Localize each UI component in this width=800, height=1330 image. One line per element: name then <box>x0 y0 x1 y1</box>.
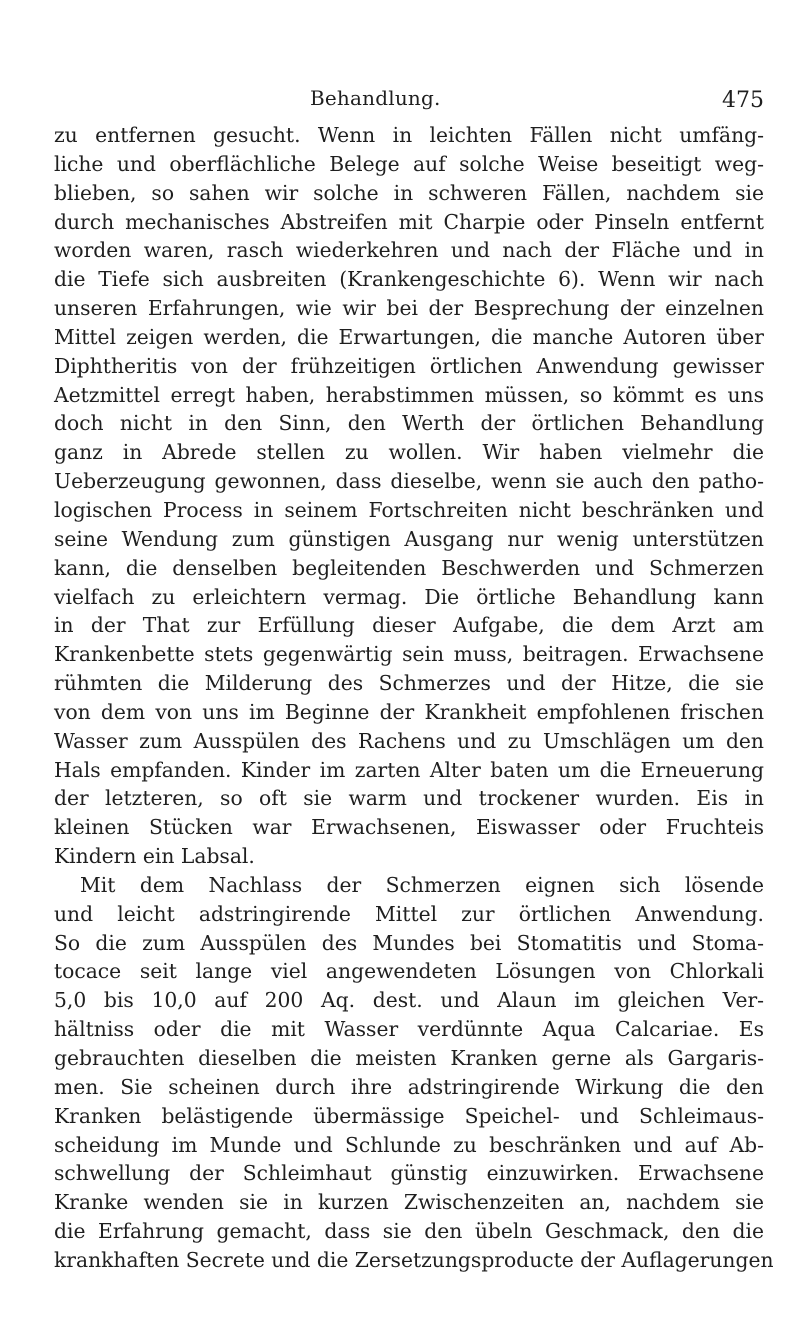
text-line: gebrauchten dieselben die meisten Kranken gerne als Gargaris- <box>54 1046 764 1070</box>
page-header <box>54 86 768 116</box>
text-line: zu entfernen gesucht. Wenn in leichten Fällen nicht umfäng- <box>54 123 764 147</box>
text-line: vielfach zu erleichtern vermag. Die örtliche Behandlung kann <box>54 584 764 609</box>
body-text <box>54 121 774 1275</box>
text-line: und leicht adstringirende Mittel zur örtlichen Anwendung. <box>54 901 764 926</box>
text-line: men. Sie scheinen durch ihre adstringirende Wirkung die den <box>54 1074 764 1099</box>
text-line: So die zum Ausspülen des Mundes bei Stomatitis und Stoma- <box>54 930 764 955</box>
text-line: ganz in Abrede stellen zu wollen. Wir haben vielmehr die <box>54 440 764 465</box>
text-line: doch nicht in den Sinn, den Werth der örtlichen Behandlung <box>54 411 764 436</box>
text-line: in der That zur Erfüllung dieser Aufgabe, die dem Arzt am <box>54 613 764 638</box>
text-line: logischen Process in seinem Fortschreiten nicht beschränken und <box>54 497 764 522</box>
paragraph-start-line: Mit dem Nachlass der Schmerzen eignen sich lösende <box>80 872 764 897</box>
text-line: 5,0 bis 10,0 auf 200 Aq. dest. und Alaun im gleichen Ver- <box>54 988 764 1013</box>
text-line: rühmten die Milderung des Schmerzes und der Hitze, die sie <box>54 671 764 696</box>
text-line: kleinen Stücken war Erwachsenen, Eiswasser oder Fruchteis <box>54 815 764 840</box>
text-line: Ueberzeugung gewonnen, dass dieselbe, wenn sie auch den patho- <box>54 469 764 494</box>
text-line: tocace seit lange viel angewendeten Lösungen von Chlorkali <box>54 959 764 984</box>
text-line: seine Wendung zum günstigen Ausgang nur wenig unterstützen <box>54 526 764 551</box>
text-line: Hals empfanden. Kinder im zarten Alter baten um die Erneuerung <box>54 757 764 782</box>
text-line: blieben, so sahen wir solche in schweren Fällen, nachdem sie <box>54 180 764 205</box>
text-line: Wasser zum Ausspülen des Rachens und zu Umschlägen um den <box>54 728 764 753</box>
text-line: unseren Erfahrungen, wie wir bei der Besprechung der einzelnen <box>54 296 764 321</box>
text-line: Diphtheritis von der frühzeitigen örtlichen Anwendung gewisser <box>54 353 764 378</box>
text-line: Mittel zeigen werden, die Erwartungen, die manche Autoren über <box>54 324 764 349</box>
text-line: scheidung im Munde und Schlunde zu beschränken und auf Ab- <box>54 1132 764 1157</box>
text-line: der letzteren, so oft sie warm und trockener wurden. Eis in <box>54 786 764 811</box>
text-line: die Erfahrung gemacht, dass sie den übeln Geschmack, den die <box>54 1219 764 1244</box>
text-line: von dem von uns im Beginne der Krankheit empfohlenen frischen <box>54 699 764 724</box>
text-line: die Tiefe sich ausbreiten (Krankengeschichte 6). Wenn wir nach <box>54 267 764 292</box>
text-line: hältniss oder die mit Wasser verdünnte Aqua Calcariae. Es <box>54 1017 764 1042</box>
running-head: Behandlung. <box>310 86 441 110</box>
text-line: liche und oberflächliche Belege auf solche Weise beseitigt weg- <box>54 151 764 176</box>
page-number: 475 <box>722 88 764 113</box>
text-line: Kranke wenden sie in kurzen Zwischenzeiten an, nachdem sie <box>54 1190 764 1215</box>
text-line: schwellung der Schleimhaut günstig einzuwirken. Erwachsene <box>54 1161 764 1186</box>
text-line: worden waren, rasch wiederkehren und nach der Fläche und in <box>54 238 764 263</box>
text-line: durch mechanisches Abstreifen mit Charpie oder Pinseln entfernt <box>54 209 764 234</box>
text-line: Aetzmittel erregt haben, herabstimmen müssen, so kömmt es uns <box>54 382 764 407</box>
text-line: kann, die denselben begleitenden Beschwerden und Schmerzen <box>54 555 764 580</box>
paragraph-end-line: Kindern ein Labsal. <box>54 844 255 869</box>
text-line: Kranken belästigende übermässige Speichel- und Schleimaus- <box>54 1103 764 1128</box>
text-line: krankhaften Secrete und die Zersetzungsproducte der Auflagerungen <box>54 1247 774 1272</box>
text-line: Krankenbette stets gegenwärtig sein muss, beitragen. Erwachsene <box>54 642 764 667</box>
